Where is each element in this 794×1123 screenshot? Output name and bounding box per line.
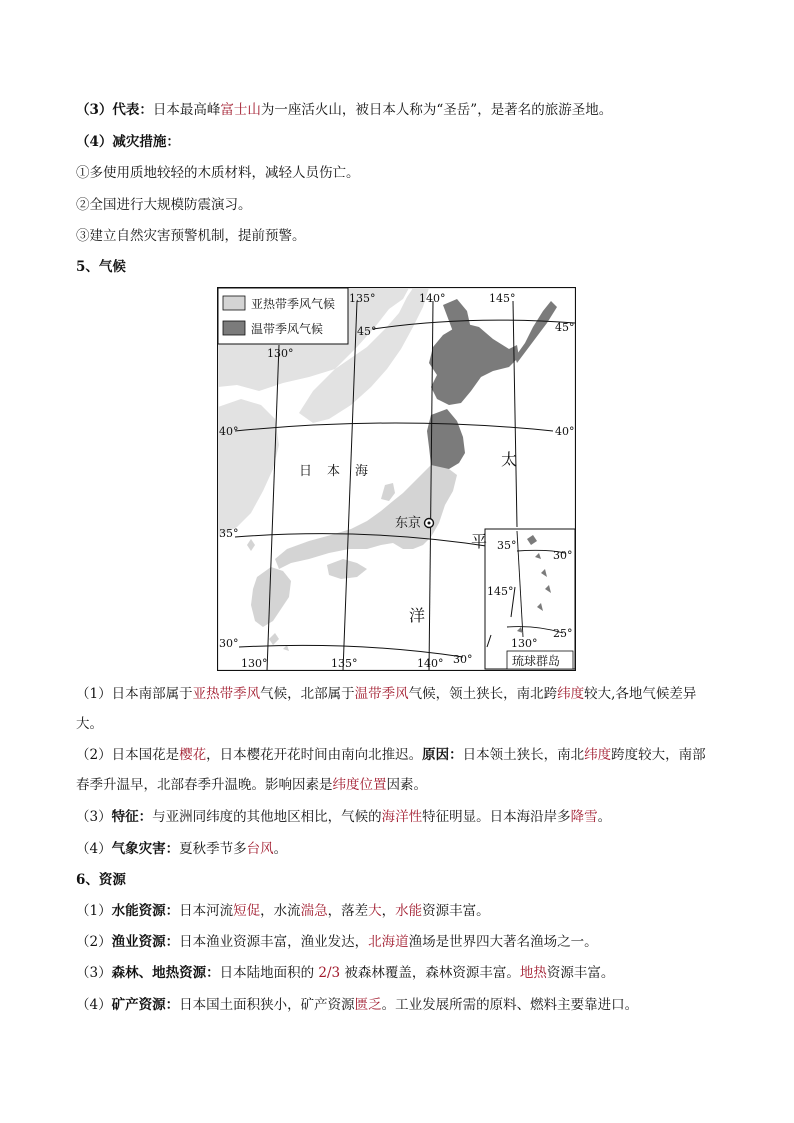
- legend-label-temperate: 温带季风气候: [251, 322, 324, 336]
- text-line-representative: （3）代表：日本最高峰富士山为一座活火山，被日本人称为“圣岳”，是著名的旅游圣地。: [76, 102, 613, 118]
- japan-climate-map: [217, 287, 576, 671]
- inset-degree-130: 130°: [511, 637, 538, 650]
- inset-degree-25: 25°: [553, 627, 573, 640]
- legend-swatch-temperate: [223, 321, 245, 335]
- section-heading-climate: 5、气候: [76, 259, 126, 275]
- legend-label-subtropical: 亚热带季风气候: [251, 297, 336, 311]
- text-line-resource-1: （1）水能资源：日本河流短促，水流湍急，落差大，水能资源丰富。: [76, 903, 490, 919]
- section-heading-resources: 6、资源: [76, 872, 126, 888]
- sea-of-japan-char-2: 本: [327, 464, 341, 479]
- text-line-climate-2-cont: 春季升温早，北部春季升温晚。影响因素是纬度位置因素。: [76, 777, 427, 793]
- text-line-climate-1: （1）日本南部属于亚热带季风气候，北部属于温带季风气候，领土狭长，南北跨纬度较大,各地气候差异: [76, 686, 697, 702]
- sea-of-japan-char-1: 日: [299, 464, 313, 479]
- degree-bottom-135: 135°: [331, 657, 358, 670]
- degree-bottom-140: 140°: [417, 657, 444, 670]
- degree-top-140: 140°: [419, 292, 446, 305]
- pacific-char-1: 太: [501, 450, 518, 469]
- text-line-climate-4: （4）气象灾害：夏秋季节多台风。: [76, 841, 288, 857]
- degree-lat-40-left: 40°: [219, 425, 239, 438]
- heading-disaster-measures: （4）减灾措施：: [76, 134, 180, 150]
- text-line-resource-2: （2）渔业资源：日本渔业资源丰富，渔业发达，北海道渔场是世界四大著名渔场之一。: [76, 934, 598, 950]
- inset-degree-30: 30°: [553, 549, 573, 562]
- ryukyu-label: 琉球群岛: [512, 654, 561, 668]
- degree-top-145: 145°: [489, 292, 516, 305]
- degree-lat-30-left: 30°: [219, 637, 239, 650]
- degree-lat-45-right: 45°: [555, 321, 575, 334]
- text-line-measure-1: ①多使用质地较轻的木质材料，减轻人员伤亡。: [76, 165, 360, 181]
- pacific-char-2: 平: [471, 532, 488, 551]
- tokyo-marker-dot: [428, 522, 431, 525]
- text-line-resource-3: （3）森林、地热资源：日本陆地面积的 2/3 被森林覆盖，森林资源丰富。地热资源丰富。: [76, 965, 615, 981]
- text-line-climate-3: （3）特征：与亚洲同纬度的其他地区相比，气候的海洋性特征明显。日本海沿岸多降雪。: [76, 809, 612, 825]
- text-line-climate-1-cont: 大。: [76, 716, 103, 732]
- sea-of-japan-char-3: 海: [355, 464, 369, 479]
- degree-lat-30-right: 30°: [453, 653, 473, 666]
- degree-left-130: 130°: [267, 347, 294, 360]
- text-line-measure-2: ②全国进行大规模防震演习。: [76, 197, 252, 213]
- degree-top-135: 135°: [349, 292, 376, 305]
- highlight-term: 富士山: [220, 102, 261, 118]
- text-line-resource-4: （4）矿产资源：日本国土面积狭小，矿产资源匮乏。工业发展所需的原料、燃料主要靠进口。: [76, 997, 639, 1013]
- degree-bottom-130: 130°: [241, 657, 268, 670]
- text-line-climate-2: （2）日本国花是樱花，日本樱花开花时间由南向北推迟。原因：日本领土狭长，南北纬度跨度较大，南部: [76, 747, 706, 763]
- degree-lat-45-left: 45°: [357, 325, 377, 338]
- text-line-measure-3: ③建立自然灾害预警机制，提前预警。: [76, 228, 306, 244]
- degree-lat-40-right: 40°: [555, 425, 575, 438]
- degree-lat-35-right: 35°: [497, 539, 517, 552]
- tokyo-label: 东京: [395, 516, 422, 531]
- pacific-char-3: 洋: [409, 606, 426, 625]
- inset-degree-145: 145°: [487, 585, 514, 598]
- degree-lat-35-left: 35°: [219, 527, 239, 540]
- legend-swatch-subtropical: [223, 296, 245, 310]
